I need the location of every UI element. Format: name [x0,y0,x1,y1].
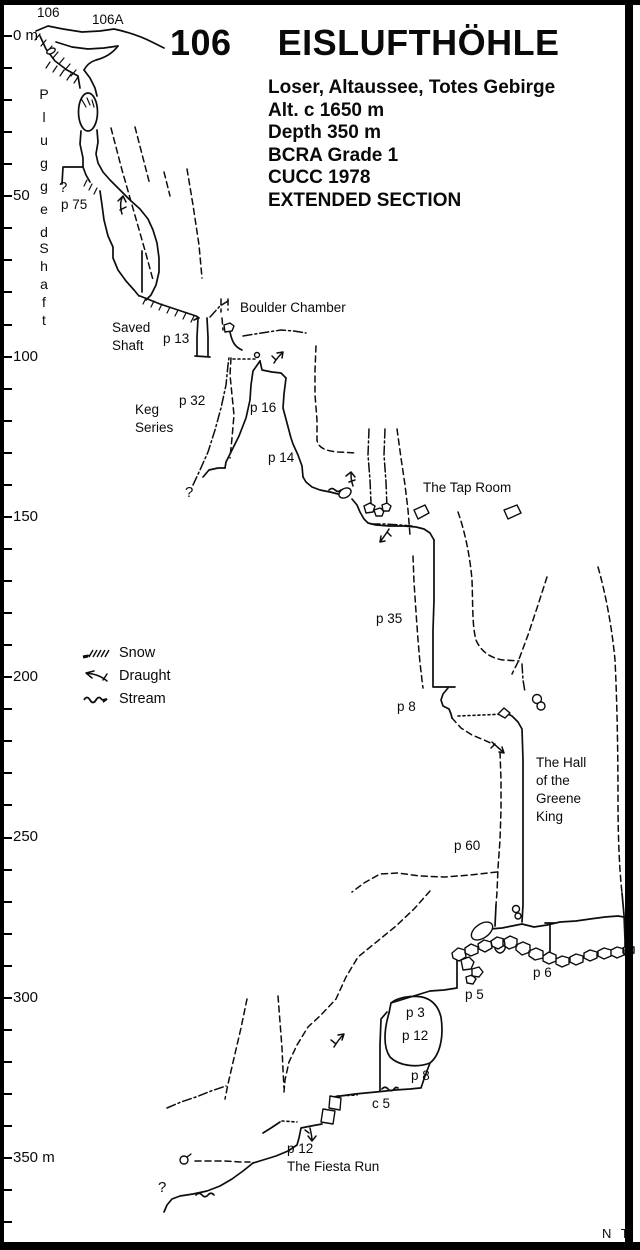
survey-info-block [268,77,555,213]
cave-label: The Fiesta Run [287,1159,380,1174]
stream-wave-icon [82,693,110,705]
depth-label: 200 [13,668,39,685]
page-border-right [625,0,633,1250]
depth-label: 300 [13,989,39,1006]
cave-label: Shaft [112,338,144,353]
page-border-top [0,0,640,5]
depth-tick [3,259,12,261]
depth-label: 350 m [13,1149,55,1166]
info-altitude: Alt. c 1650 m [268,99,385,121]
depth-tick [3,1157,12,1159]
cave-label: p 8 [397,699,416,714]
depth-label: 0 m [13,27,39,44]
depth-tick [3,484,12,486]
cave-label: p 60 [454,838,481,853]
cave-name: EISLUFTHÖHLE [277,22,560,63]
cave-label: p 14 [268,450,295,465]
cave-label: Saved [112,320,151,335]
depth-tick [3,1189,12,1191]
info-location: Loser, Altaussee, Totes Gebirge [268,77,556,98]
legend-label-draught: Draught [119,667,171,684]
legend-row-draught [82,664,171,687]
depth-tick [3,965,12,967]
cave-label: p 6 [533,965,552,980]
cave-label: p 12 [287,1141,314,1156]
legend-label-stream: Stream [119,690,166,707]
depth-tick [3,612,12,614]
depth-label: 100 [13,348,39,365]
depth-tick [3,740,12,742]
depth-tick [3,1093,12,1095]
depth-tick [3,388,12,390]
page-border-bottom [0,1242,640,1250]
cave-label: p 35 [376,611,403,626]
depth-tick [3,227,12,229]
cave-label: Shaft [36,240,52,330]
depth-tick [3,35,12,37]
cave-label: Keg [135,402,160,417]
depth-label: 250 [13,828,39,845]
cave-label: The Tap Room [423,480,512,495]
snow-hatching [35,34,194,322]
cave-label: p 13 [163,331,190,346]
legend-row-snow [82,641,171,664]
boulders [46,47,634,1164]
page-title [170,22,560,64]
depth-tick [3,291,12,293]
depth-tick [3,324,12,326]
depth-tick [3,708,12,710]
depth-label: 50 [13,187,30,204]
depth-tick [3,580,12,582]
depth-tick [3,676,12,678]
cave-label: ? [158,1179,167,1196]
depth-tick [3,837,12,839]
cave-label: Plugged [36,86,52,247]
credit-initials: N T [602,1226,632,1241]
depth-label: 150 [13,508,39,525]
cave-label: c 5 [372,1096,391,1111]
cave-label: Greene [536,791,582,806]
depth-tick [3,1061,12,1063]
dashed-aven-lines [111,127,622,1162]
depth-tick [3,901,12,903]
cave-label: p 16 [250,400,277,415]
cave-label: Series [135,420,174,435]
cave-label: King [536,809,564,824]
cave-label: The Hall [536,755,587,770]
cave-label: p 12 [402,1028,429,1043]
depth-tick [3,1029,12,1031]
depth-tick [3,869,12,871]
dotted-links [233,359,506,1122]
cave-label: ? [185,484,194,501]
depth-tick [3,933,12,935]
depth-tick [3,131,12,133]
depth-tick [3,452,12,454]
depth-tick [3,163,12,165]
cave-number: 106 [170,22,232,63]
snow-hatch-icon [82,646,110,660]
info-club-year: CUCC 1978 [268,167,371,189]
depth-tick [3,67,12,69]
cave-label: of the [536,773,570,788]
cave-label: 106 [37,5,60,20]
depth-tick [3,356,12,358]
depth-tick [3,997,12,999]
info-section: EXTENDED SECTION [268,189,462,211]
cave-label: p 75 [61,197,88,212]
cave-label: 106A [92,12,124,27]
depth-tick [3,804,12,806]
cave-label: ? [59,179,68,196]
draught-arrow-icon [82,668,110,684]
cave-label: p 32 [179,393,206,408]
cave-label: p 3 [406,1005,425,1020]
legend-row-stream [82,687,171,710]
legend [82,641,171,710]
info-depth: Depth 350 m [268,122,381,144]
depth-tick [3,420,12,422]
depth-tick [3,1221,12,1223]
legend-label-snow: Snow [119,644,156,661]
depth-tick [3,1125,12,1127]
cave-label: p 5 [465,987,484,1002]
depth-tick [3,644,12,646]
depth-tick [3,548,12,550]
depth-tick [3,516,12,518]
info-grade: BCRA Grade 1 [268,144,399,166]
cave-label: p 8 [411,1068,430,1083]
depth-tick [3,772,12,774]
depth-tick [3,99,12,101]
depth-tick [3,195,12,197]
cave-label: Boulder Chamber [240,300,346,315]
